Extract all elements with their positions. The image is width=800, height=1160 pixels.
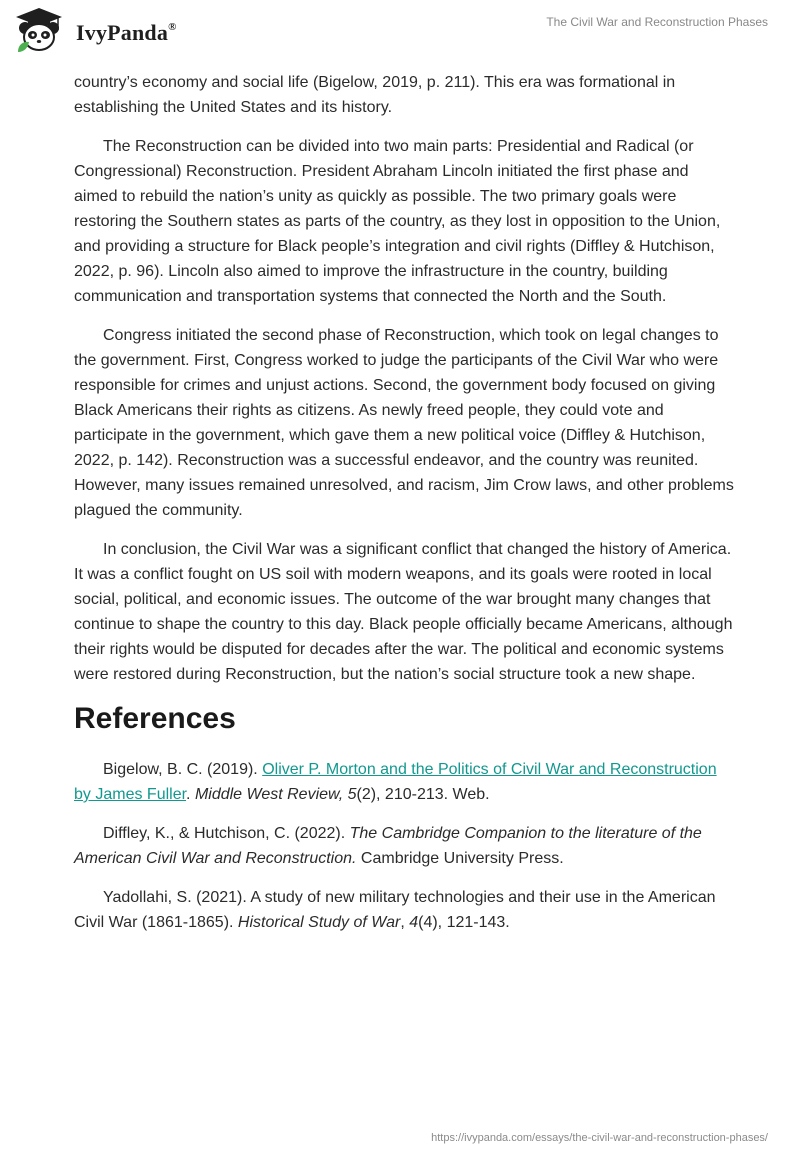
paragraph-conclusion: In conclusion, the Civil War was a significant conflict that changed the history of America. It was a conflict fought on US soil with modern weapons, and its goals were rooted in local social, political, and economic issues. The outcome of the war brought many changes that continue to shape the country to this day. Black people officially became Americans, although their rights would be disputed for decades after the war. The political and economic systems were restored during Reconstruction, but the nation’s social structure took a new shape. xyxy=(74,541,733,683)
reference-separator: , xyxy=(400,914,410,931)
paragraph-congressional-reconstruction: Congress initiated the second phase of Reconstruction, which took on legal changes to the government. First, Congress worked to judge the participants of the Civil War who were responsible for crimes and unjust actions. Second, the government body focused on giving Black Americans their rights as citizens. As newly freed people, they could vote and participate in the government, which gave them a new political voice (Diffley & Hutchison, 2022, p. 142). Reconstruction was a successful endeavor, and the country was reunited. However, many issues remained unresolved, and racism, Jim Crow laws, and other problems plagued the community. xyxy=(74,327,734,519)
document-title: The Civil War and Reconstruction Phases xyxy=(546,15,768,29)
reference-separator: . xyxy=(186,786,195,803)
reference-item-bigelow xyxy=(74,757,734,807)
footer-url[interactable]: https://ivypanda.com/essays/the-civil-war-and-reconstruction-phases/ xyxy=(431,1132,768,1144)
reference-item-yadollahi xyxy=(74,885,734,935)
brand-text: IvyPanda xyxy=(76,20,169,45)
paragraph-reconstruction-phases: The Reconstruction can be divided into two main parts: Presidential and Radical (or Congressional) Reconstruction. President Abraham Lincoln initiated the first phase and aimed to rebuild the nation’s unity as quickly as possible. The two primary goals were restoring the Southern states as parts of the country, as they lost in opposition to the Union, and providing a structure for Black people’s integration and civil rights (Diffley & Hutchison, 2022, p. 96). Lincoln also aimed to improve the infrastructure in the country, building communication and transportation systems that connected the North and the South. xyxy=(74,138,721,305)
brand-name[interactable] xyxy=(76,20,177,46)
reference-details: (4), 121-143. xyxy=(418,914,510,931)
reference-item-diffley xyxy=(74,821,734,871)
reference-link-morton[interactable]: Oliver P. Morton and the Politics of Civil War and Reconstruction by James Fuller xyxy=(74,761,717,803)
reference-author: Yadollahi, S. (2021). A study of new military technologies and their use in the American Civil War (1861-1865). xyxy=(74,889,716,931)
reference-details: (2), 210-213. Web. xyxy=(356,786,490,803)
reference-volume: 4 xyxy=(409,914,419,931)
references-heading: References xyxy=(74,702,236,735)
reference-journal: Middle West Review, 5 xyxy=(194,786,357,803)
article-body xyxy=(74,70,734,949)
reference-journal: Historical Study of War xyxy=(237,914,401,931)
paragraph-continuation: country’s economy and social life (Bigelow, 2019, p. 211). This era was formational in establishing the United States and its history. xyxy=(74,74,676,116)
reference-title: The Cambridge Companion to the literature of the American Civil War and Reconstruction. xyxy=(74,825,702,867)
page-header xyxy=(0,0,800,64)
panda-graduate-icon[interactable] xyxy=(14,6,64,54)
reference-author: Diffley, K., & Hutchison, C. (2022). xyxy=(103,825,350,842)
brand-trademark: ® xyxy=(168,20,177,33)
reference-details: Cambridge University Press. xyxy=(356,850,564,867)
reference-author: Bigelow, B. C. (2019). xyxy=(103,761,263,778)
